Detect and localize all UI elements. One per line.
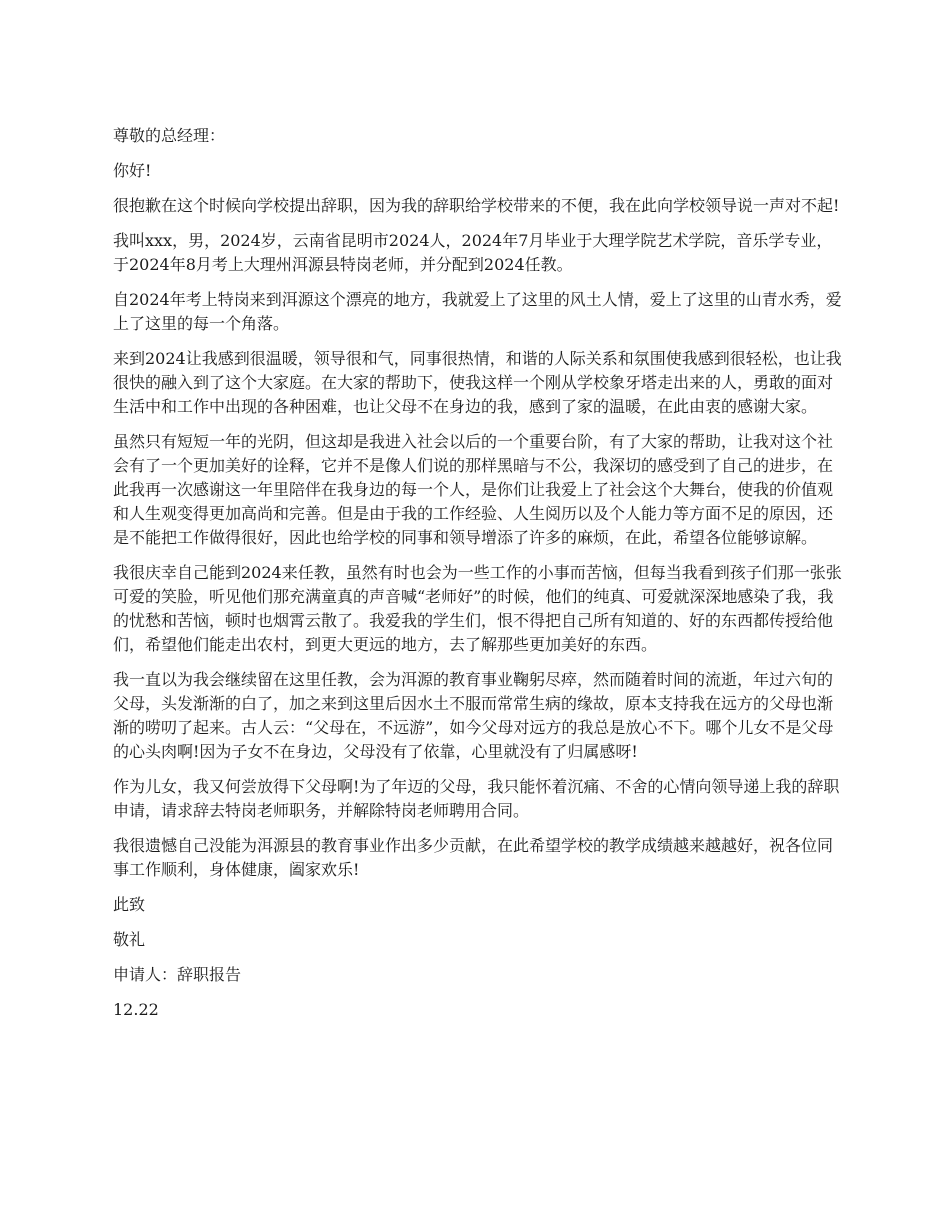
signature: 申请人：辞职报告 xyxy=(113,965,242,984)
closing-line-1: 此致 xyxy=(113,895,146,914)
paragraph-parents: 我一直以为我会继续留在这里任教，会为洱源的教育事业鞠躬尽瘁，然而随着时间的流逝，年过六旬的父母，头发渐渐的白了，加之来到这里后因水土不服而常常生病的缘故，原本支持我在远方的父母也渐渐的唠叨了起来。古人云：“父母在，不远游”，如今父母对远方的我总是放心不下。哪个儿女不是父母的心头肉啊!因为子女不在身边，父母没有了依靠，心里就没有了归属感呀! xyxy=(113,670,834,761)
paragraph-students: 我很庆幸自己能到2024来任教，虽然有时也会为一些工作的小事而苦恼，但每当我看到孩子们那一张张可爱的笑脸，听见他们那充满童真的声音喊“老师好”的时候，他们的纯真、可爱就深深地感染了我，我的忧愁和苦恼，顿时也烟霄云散了。我爱我的学生们，恨不得把自己所有知道的、好的东西都传授给他们，希望他们能走出农村，到更大更远的地方，去了解那些更加美好的东西。 xyxy=(113,563,842,654)
paragraph-warmth: 来到2024让我感到很温暖，领导很和气，同事很热情，和谐的人际关系和氛围使我感到很轻松，也让我很快的融入到了这个大家庭。在大家的帮助下，使我这样一个刚从学校象牙塔走出来的人，勇敢的面对生活中和工作中出现的各种困难，也让父母不在身边的我，感到了家的温暖，在此由衷的感谢大家。 xyxy=(113,349,842,416)
greeting: 你好! xyxy=(113,161,152,180)
paragraph-growth: 虽然只有短短一年的光阴，但这却是我进入社会以后的一个重要台阶，有了大家的帮助，让我对这个社会有了一个更加美好的诠释，它并不是像人们说的那样黑暗与不公，我深切的感受到了自己的进步，在此我再一次感谢这一年里陪伴在我身边的每一个人，是你们让我爱上了社会这个大舞台，使我的价值观和人生观变得更加高尚和完善。但是由于我的工作经验、人生阅历以及个人能力等方面不足的原因，还是不能把工作做得很好，因此也给学校的同事和领导增添了许多的麻烦，在此，希望各位能够谅解。 xyxy=(113,432,834,547)
paragraph-regret: 我很遗憾自己没能为洱源县的教育事业作出多少贡献，在此希望学校的教学成绩越来越越好，祝各位同事工作顺利，身体健康，阖家欢乐! xyxy=(113,836,834,879)
paragraph-apology: 很抱歉在这个时候向学校提出辞职，因为我的辞职给学校带来的不便，我在此向学校领导说一声对不起! xyxy=(113,196,840,215)
letter-body xyxy=(113,124,843,1033)
paragraph-arrival: 自2024年考上特岗来到洱源这个漂亮的地方，我就爱上了这里的风土人情，爱上了这里的山青水秀，爱上了这里的每一个角落。 xyxy=(113,290,842,333)
paragraph-request: 作为儿女，我又何尝放得下父母啊!为了年迈的父母，我只能怀着沉痛、不舍的心情向领导递上我的辞职申请，请求辞去特岗老师职务，并解除特岗老师聘用合同。 xyxy=(113,777,840,820)
closing-line-2: 敬礼 xyxy=(113,930,146,949)
salutation: 尊敬的总经理： xyxy=(113,126,226,145)
paragraph-introduction: 我叫xxx，男，2024岁，云南省昆明市2024人，2024年7月毕业于大理学院艺术学院，音乐学专业，于2024年8月考上大理州洱源县特岗老师，并分配到2024任教。 xyxy=(113,231,833,274)
date: 12.22 xyxy=(113,1000,159,1019)
